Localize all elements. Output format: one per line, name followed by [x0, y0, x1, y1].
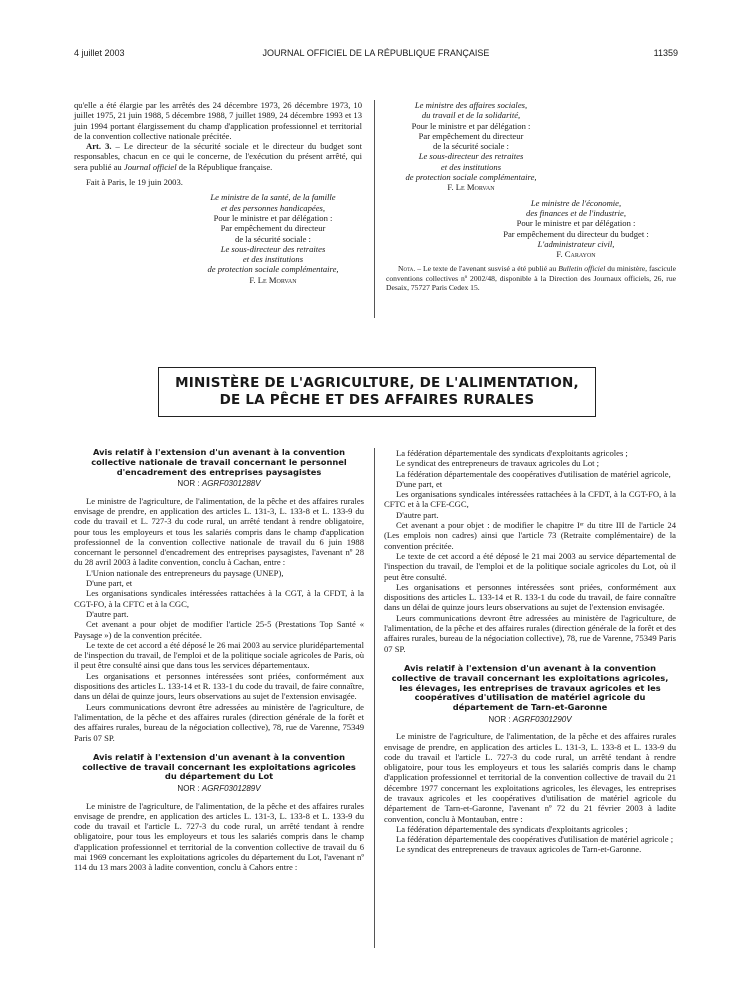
signature-line: du travail et de la solidarité,: [421, 110, 521, 121]
article-end: de la République française.: [176, 161, 273, 172]
signature-line: de la sécurité sociale :: [235, 233, 311, 244]
signature-line: des finances et de l'industrie,: [526, 207, 626, 218]
signature-block: [476, 198, 676, 249]
signature-line: Pour le ministre et par délégation :: [213, 212, 333, 223]
article-3: [74, 141, 362, 172]
paragraph: qu'elle a été élargie par les arrêtés des 24 décembre 1973, 26 décembre 1973, 10 juillet 1975, 21 juin 1988, 5 décembre 1988, 7 juillet 1989, 24 décembre 1993 et 13 juin 1994 portant élargissement du champ d'application professionnel et territorial de la convention collective nationale précitée.: [74, 100, 362, 141]
paragraph: Les organisations syndicales intéressées rattachées à la CGT, à la CFDT, à la CGT-FO, à la CFTC et à la CGC,: [74, 588, 364, 609]
nota-text-end: du ministère, fascicule conventions collectives nº 2002/48, disponible à la Direction des Journaux officiels, 26, rue Desaix, 75727 Paris Cedex 15.: [386, 264, 677, 293]
bottom-right-column: [384, 448, 676, 855]
ministry-line-1: MINISTÈRE DE L'AGRICULTURE, DE L'ALIMENTATION,: [175, 375, 579, 391]
done-at: Fait à Paris, le 19 juin 2003.: [86, 177, 183, 188]
signature-line: Par empêchement du directeur du budget :: [503, 228, 649, 239]
top-right-column: [386, 100, 676, 292]
signature-line: et des personnes handicapées,: [220, 202, 326, 213]
signature-name: F. Le Morvan: [249, 274, 297, 285]
nor-reference: [74, 784, 364, 794]
signature-block: [184, 192, 362, 274]
paragraph: D'autre part.: [86, 608, 129, 619]
signature-line: Pour le ministre et par délégation :: [516, 218, 636, 229]
paragraph: La fédération départementale des syndicats d'exploitants agricoles ;: [396, 448, 628, 458]
signature-block: [386, 100, 556, 182]
paragraph: Le syndicat des entrepreneurs de travaux agricoles de Tarn-et-Garonne.: [396, 844, 642, 855]
signature-line: Le ministre de la santé, de la famille: [210, 192, 336, 203]
article-label: Art. 3.: [86, 141, 112, 152]
signature-line: L'administrateur civil,: [537, 238, 615, 249]
signature-name: F. Carayon: [556, 249, 596, 260]
header-page-number: 11359: [653, 48, 678, 58]
paragraph: Cet avenant a pour objet de modifier l'article 25-5 (Prestations Top Santé « Paysage ») de la convention précitée.: [74, 619, 364, 640]
nor-label: NOR :: [177, 479, 202, 489]
ministry-line-2: DE LA PÊCHE ET DES AFFAIRES RURALES: [219, 392, 535, 408]
signature-line: de protection sociale complémentaire,: [207, 264, 339, 275]
journal-ref: Journal officiel: [123, 161, 177, 172]
paragraph: L'Union nationale des entrepreneurs du paysage (UNEP),: [86, 567, 284, 578]
signature-name: F. Le Morvan: [447, 182, 495, 193]
ministry-banner: [158, 367, 596, 417]
paragraph: Leurs communications devront être adressées au ministère de l'agriculture, de l'alimentation, de la pêche et des affaires rurales (direction générale de la forêt et des affaires rurales, bureau de la négociation collective), 78, rue de Varenne, 75349 Paris 07 SP.: [384, 612, 676, 654]
paragraph: Les organisations et personnes intéressées sont priées, conformément aux dispositions des articles L. 133-14 et R. 133-1 du code du travail, de faire connaître, dans un délai de quinze jours, leurs observations au sujet de l'extension envisagée.: [74, 670, 364, 702]
nota-label: Nota.: [398, 264, 416, 274]
paragraph: D'une part, et: [86, 578, 133, 589]
paragraph: Leurs communications devront être adressées au ministère de l'agriculture, de l'alimentation, de la pêche et des affaires rurales (direction générale de la forêt et des affaires rurales, bureau de la négociation collective), 78, rue de Varenne, 75349 Paris 07 SP.: [74, 701, 364, 743]
nor-reference: [74, 479, 364, 489]
article-text: – Le directeur de la sécurité sociale et le directeur du budget sont responsables, chacun en ce qui le concerne, de l'exécution du présent arrêté, qui sera publié au: [74, 141, 363, 172]
column-divider: [374, 448, 375, 948]
header-journal-title: JOURNAL OFFICIEL DE LA RÉPUBLIQUE FRANÇAISE: [262, 48, 490, 58]
paragraph: Le texte de cet accord a été déposé le 21 mai 2003 au service départemental de l'inspection du travail, de l'emploi et de la politique sociale agricoles du Lot, où il peut être consulté.: [384, 550, 676, 582]
bulletin-ref: Bulletin officiel: [558, 264, 606, 274]
paragraph: Les organisations syndicales intéressées rattachées à la CFDT, à la CGT-FO, à la CFTC et à la CFE-CGC,: [384, 489, 676, 510]
nota: [386, 264, 676, 292]
paragraph: Le ministre de l'agriculture, de l'alimentation, de la pêche et des affaires rurales envisage de prendre, en application des articles L. 131-3, L. 133-8 et L. 133-9 du code du travail et L. 727-3 du code rural, un arrêté tendant à rendre obligatoire, pour tous les employeurs et tous les salariés compris dans le champ d'application professionnel de la convention collective nationale de travail du 6 juin 1988 concernant le personnel d'encadrement des entreprises paysagistes, l'avenant nº 28 du 28 avril 2003 à ladite convention, conclu à Cachan, entre :: [74, 495, 364, 568]
signature-line: et des institutions: [242, 254, 304, 265]
signature-line: Pour le ministre et par délégation :: [411, 120, 531, 131]
paragraph: Le ministre de l'agriculture, de l'alimentation, de la pêche et des affaires rurales envisage de prendre, en application des articles L. 131-3, L. 133-8 et L. 133-9 du code du travail et l'article L. 727-3 du code rural, un arrêté tendant à rendre obligatoire, pour tous les employeurs et tous les salariés compris dans le champ d'application professionnel et territorial de la convention collective de travail du 21 décembre 1977 concernant les exploitations agricoles, les élevages, les entreprises de travaux agricoles et les coopératives d'utilisation de matériel agricole du département de Tarn-et-Garonne, l'avenant nº 72 du 21 février 2003 à ladite convention, conclu à Montauban, entre :: [384, 731, 676, 824]
signature-line: et des institutions: [440, 161, 502, 172]
paragraph: Le syndicat des entrepreneurs de travaux agricoles du Lot ;: [396, 458, 600, 469]
paragraph: Le ministre de l'agriculture, de l'alimentation, de la pêche et des affaires rurales envisage de prendre, en application des articles L. 131-3, L. 133-8 et L. 133-9 du code du travail et l'article L. 727-3 du code rural, un arrêté tendant à rendre obligatoire, pour tous les employeurs et tous les salariés compris dans le champ d'application professionnel et territorial de la convention collective de travail du 6 mai 1969 concernant les exploitations agricoles du département du Lot, l'avenant nº 114 du 13 mars 2003 à ladite convention, conclu à Cahors entre :: [74, 800, 364, 873]
header-date: 4 juillet 2003: [74, 48, 125, 58]
paragraph: La fédération départementale des syndicats d'exploitants agricoles ;: [396, 823, 628, 834]
signature-line: de protection sociale complémentaire,: [405, 172, 537, 183]
signature-line: Le ministre de l'économie,: [530, 197, 622, 208]
paragraph: La fédération départementale des coopératives d'utilisation de matériel agricole,: [396, 468, 671, 479]
notice-title: Avis relatif à l'extension d'un avenant à la convention collective de travail concernant les exploitations agricoles du département du Lot: [82, 751, 356, 782]
notice-title: Avis relatif à l'extension d'un avenant à la convention collective de travail concernant les exploitations agricoles, les élevages, les entreprises de travaux agricoles et les coopératives d'utilisation de matériel agricole du département de Tarn-et-Garonne: [391, 662, 669, 713]
paragraph: Les organisations et personnes intéressées sont priées, conformément aux dispositions des articles L. 133-14 et R. 133-1 du code du travail, de faire connaître dans un délai de quinze jours leurs observations au sujet de l'extension envisagée.: [384, 581, 676, 613]
top-left-column: [74, 100, 362, 285]
paragraph: Cet avenant a pour objet : de modifier le chapitre Iᵉʳ du titre III de l'article 24 (Les emplois non cadres) ainsi que l'article 73 (Retraite complémentaire) de la convention précitée.: [384, 520, 676, 551]
nota-text: – Le texte de l'avenant susvisé a été publié au: [415, 264, 559, 274]
paragraph: D'autre part.: [396, 509, 439, 520]
notice-body: [74, 496, 364, 743]
signature-line: Par empêchement du directeur: [418, 130, 524, 141]
signature-line: Le ministre des affaires sociales,: [414, 100, 528, 110]
signature-line: de la sécurité sociale :: [433, 141, 509, 152]
signature-line: Le sous-directeur des retraites: [418, 151, 524, 162]
paragraph: Le texte de cet accord a été déposé le 26 mai 2003 au service pluridépartemental de l'inspection du travail, de l'emploi et de la politique sociale agricoles de Paris, où il peut être consulté ainsi que dans tous les services départementaux.: [74, 639, 364, 671]
paragraph: D'une part, et: [396, 478, 443, 489]
nor-reference: [384, 715, 676, 725]
notice-body: [384, 448, 676, 654]
signature-line: Le sous-directeur des retraites: [220, 243, 326, 254]
notice-title: Avis relatif à l'extension d'un avenant à la convention collective nationale de travail concernant le personnel d'encadrement des entreprises paysagistes: [91, 447, 347, 477]
column-divider: [374, 100, 375, 318]
paragraph: La fédération départementale des coopératives d'utilisation de matériel agricole ;: [396, 834, 674, 845]
nor-code: AGRF0301290V: [512, 714, 572, 724]
nor-label: NOR :: [177, 784, 202, 794]
notice-body: [384, 731, 676, 855]
signature-line: Par empêchement du directeur: [220, 223, 326, 234]
nor-code: AGRF0301289V: [201, 784, 261, 794]
nor-label: NOR :: [488, 714, 513, 724]
bottom-left-column: [74, 448, 364, 873]
notice-body: [74, 801, 364, 873]
nor-code: AGRF0301288V: [201, 479, 261, 489]
